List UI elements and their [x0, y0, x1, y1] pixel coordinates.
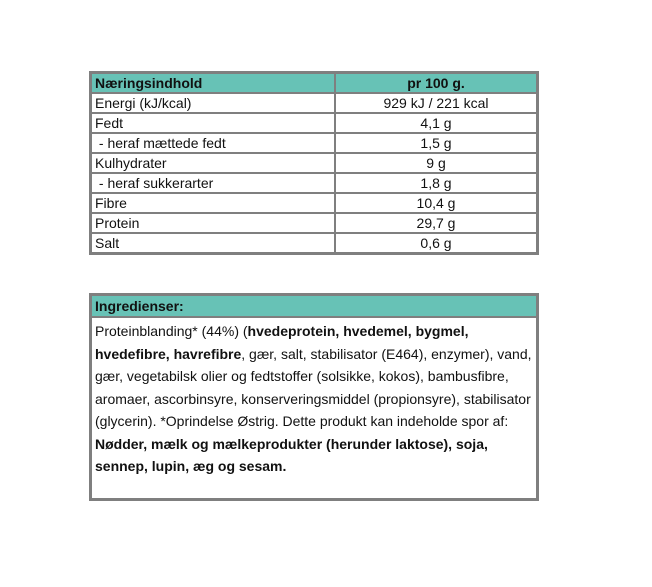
nutrient-label: - heraf sukkerarter: [91, 173, 336, 193]
nutrition-row: [91, 113, 538, 133]
nutrient-label: Protein: [91, 213, 336, 233]
ingredients-allergen-segment: hvedeprotein, hvedemel, bygmel, hvedefibre, havrefibre: [95, 323, 469, 362]
ingredients-title: Ingredienser:: [92, 296, 536, 318]
nutrition-row: [91, 133, 538, 153]
nutrition-row: [91, 213, 538, 233]
ingredients-text: [92, 318, 536, 478]
nutrient-value: 0,6 g: [335, 233, 538, 254]
ingredients-segment: , gær, salt, stabilisator (E464), enzymer), vand, gær, vegetabilsk olier og fedtstoffer (solsikke, kokos), bambusfibre, aromaer, ascorbinsyre, konserveringsmiddel (propionsyre), stabilisator (glycerin). *Oprindelse Østrig. Dette produkt kan indeholde spor af:: [95, 345, 532, 429]
nutrient-value: 29,7 g: [335, 213, 538, 233]
nutrient-label: Energi (kJ/kcal): [91, 93, 336, 113]
nutrition-header-label: Næringsindhold: [91, 73, 336, 94]
nutrient-value: 4,1 g: [335, 113, 538, 133]
ingredients-allergen-segment: Nødder, mælk og mælkeprodukter (herunder laktose), soja, sennep, lupin, æg og sesam.: [95, 435, 488, 474]
nutrient-label: Fedt: [91, 113, 336, 133]
nutrient-value: 1,5 g: [335, 133, 538, 153]
nutrition-row: [91, 193, 538, 213]
nutrient-label: Salt: [91, 233, 336, 254]
nutrition-row: [91, 93, 538, 113]
nutrition-row: [91, 173, 538, 193]
nutrition-row: [91, 233, 538, 254]
nutrition-table: [89, 71, 539, 255]
nutrient-value: 10,4 g: [335, 193, 538, 213]
nutrient-label: - heraf mættede fedt: [91, 133, 336, 153]
nutrient-label: Fibre: [91, 193, 336, 213]
nutrition-header-row: [91, 73, 538, 94]
ingredients-segment: Proteinblanding* (44%) (: [95, 323, 248, 339]
nutrient-value: 929 kJ / 221 kcal: [335, 93, 538, 113]
ingredients-box: [89, 293, 539, 501]
nutrition-header-value: pr 100 g.: [335, 73, 538, 94]
nutrition-row: [91, 153, 538, 173]
nutrient-value: 9 g: [335, 153, 538, 173]
nutrient-value: 1,8 g: [335, 173, 538, 193]
nutrient-label: Kulhydrater: [91, 153, 336, 173]
